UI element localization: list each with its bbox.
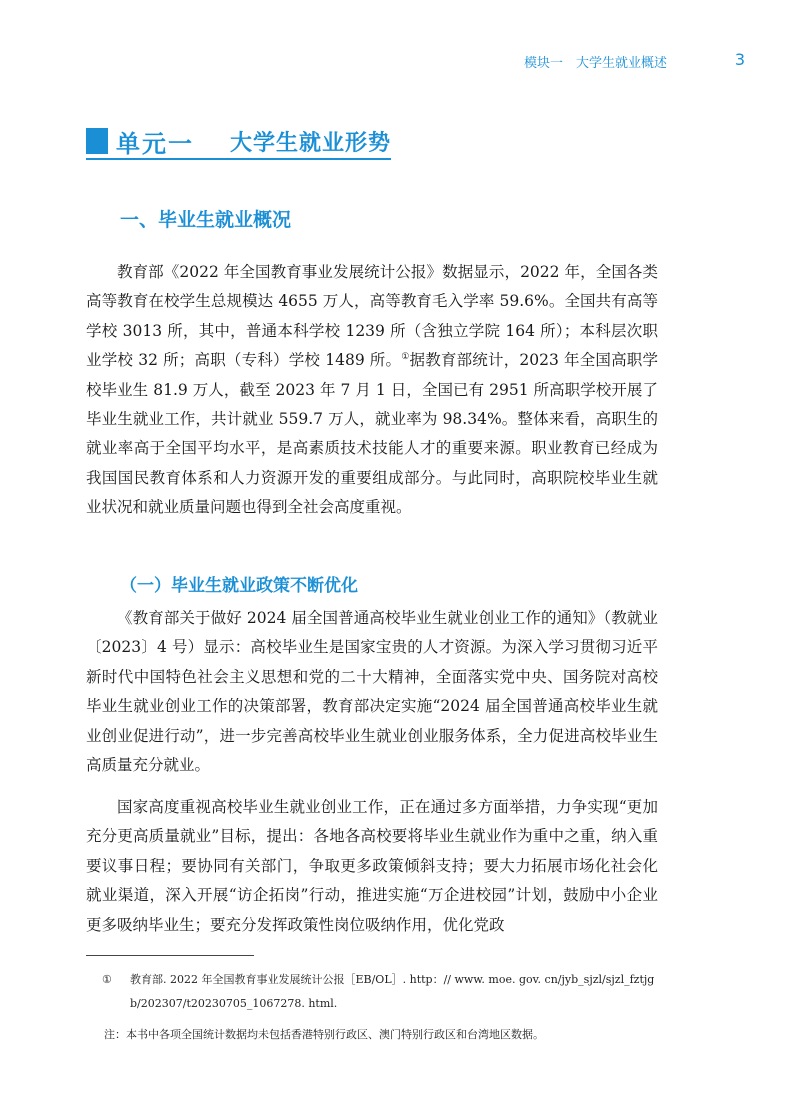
paragraph-overview <box>86 258 658 523</box>
unit-heading <box>86 126 391 160</box>
footnote-ref-mark: ① <box>401 352 410 363</box>
statistics-note: 注：本书中各项全国统计数据均未包括香港特别行政区、澳门特别行政区和台湾地区数据。 <box>104 1028 544 1041</box>
paragraph-overview-part-2: 据教育部统计，2023 年全国高职学校毕业生 81.9 万人，截至 2023 年 7 月 1 日，全国已有 2951 所高职学校开展了毕业生就业工作，共计就业 559.7 万人，就业率为 98.34%。整体来看，高职生的就业率高于全国平均水平，是高素质技术技能人才的重要来源。职业教育已经成为我国国民教育体系和人力资源开发的重要组成部分。与此同时，高职院校毕业生就业状况和就业质量问题也得到全社会高度重视。 <box>86 351 658 517</box>
paragraph-policy-measures: 国家高度重视高校毕业生就业创业工作，正在通过多方面举措，力争实现“更加充分更高质量就业”目标，提出：各地各高校要将毕业生就业作为重中之重，纳入重要议事日程；要协同有关部门，争取更多政策倾斜支持；要大力拓展市场化社会化就业渠道，深入开展“访企拓岗”行动，推进实施“万企进校园”计划，鼓励中小企业更多吸纳毕业生；要充分发挥政策性岗位吸纳作用，优化党政 <box>86 798 658 934</box>
paragraph-policy-notice: 《教育部关于做好 2024 届全国普通高校毕业生就业创业工作的通知》（教就业〔2023〕4 号）显示：高校毕业生是国家宝贵的人才资源。为深入学习贯彻习近平新时代中国特色社会主义思想和党的二十大精神，全面落实党中央、国务院对高校毕业生就业创业工作的决策部署，教育部决定实施“2024 届全国普通高校毕业生就业创业促进行动”，进一步完善高校毕业生就业创业服务体系，全力促进高校毕业生高质量充分就业。 <box>86 609 658 775</box>
footnote-mark: ① <box>102 973 112 986</box>
running-header <box>0 50 790 70</box>
unit-block-marker <box>86 128 108 154</box>
footnote <box>104 968 660 1016</box>
section-heading: 一、毕业生就业概况 <box>120 209 292 231</box>
unit-title: 大学生就业形势 <box>230 130 392 156</box>
page-number: 3 <box>734 50 745 69</box>
footnote-divider <box>86 955 254 956</box>
subsection-heading: （一）毕业生就业政策不断优化 <box>120 576 358 596</box>
paragraph-overview-part-1: 教育部《2022 年全国教育事业发展统计公报》数据显示，2022 年，全国各类高等教育在校学生总规模达 4655 万人，高等教育毛入学率 59.6%。全国共有高等学校 3013 所，其中，普通本科学校 1239 所（含独立学院 164 所）；本科层次职业学校 32 所；高职（专科）学校 1489 所。 <box>86 263 658 370</box>
unit-number: 单元一 <box>116 129 194 158</box>
footnote-text: 教育部. 2022 年全国教育事业发展统计公报［EB/OL］. http：// www. moe. gov. cn/jyb_sjzl/sjzl_fztjgb/202307/t20230705_1067278. html. <box>130 973 655 1010</box>
running-title: 模块一 大学生就业概述 <box>523 56 667 71</box>
